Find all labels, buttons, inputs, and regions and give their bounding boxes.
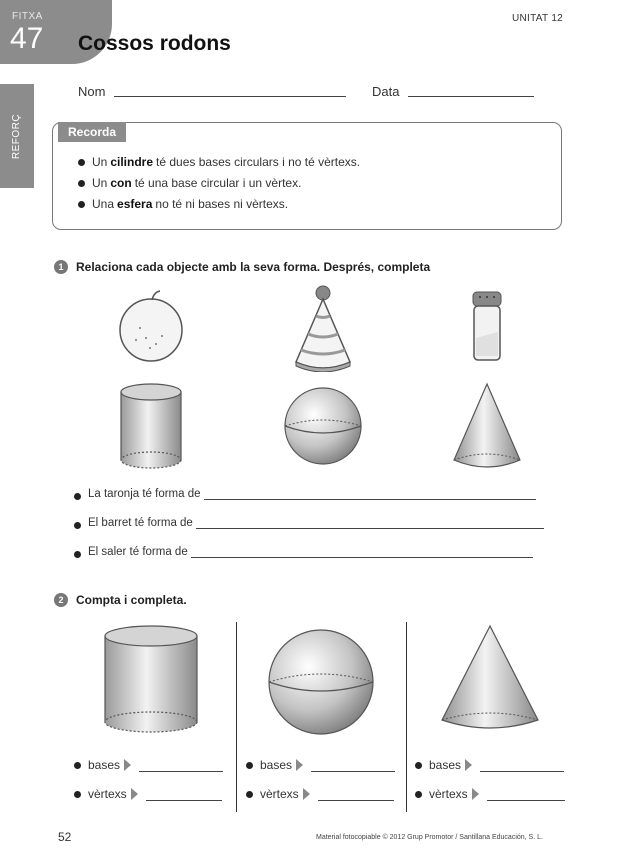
exercise-1-number: 1: [54, 260, 68, 274]
salt-shaker-icon[interactable]: [470, 290, 504, 364]
sphere-vertices: [246, 787, 394, 801]
cone-bases: [415, 758, 564, 772]
cylinder-vertices: [74, 787, 222, 801]
sentence-text: La taronja té forma de: [88, 488, 201, 500]
vertices-answer-field[interactable]: [487, 788, 565, 801]
bullet-icon: [74, 551, 81, 558]
vertices-answer-field[interactable]: [146, 788, 222, 801]
arrow-icon: [131, 788, 138, 800]
date-label: Data: [372, 84, 400, 99]
recorda-label: Recorda: [58, 122, 126, 142]
copyright-note: Material fotocopiable © 2012 Grup Promotor / Santillana Educación, S. L.: [316, 834, 543, 841]
rule-text: Un: [92, 176, 108, 190]
arrow-icon: [465, 759, 472, 771]
cone-icon[interactable]: [440, 624, 540, 736]
rule-text: no té ni bases ni vèrtexs.: [155, 197, 289, 211]
side-tab-label: REFORÇ: [11, 113, 23, 159]
sphere-icon[interactable]: [282, 386, 364, 466]
bases-answer-field[interactable]: [139, 759, 223, 772]
rule-sphere: [78, 197, 288, 211]
exercise-2-number: 2: [54, 593, 68, 607]
cylinder-icon[interactable]: [102, 624, 200, 736]
answer-field[interactable]: [204, 487, 536, 500]
date-field[interactable]: [408, 96, 534, 97]
bullet-icon: [74, 762, 81, 769]
column-divider: [406, 622, 407, 812]
cylinder-icon[interactable]: [118, 382, 184, 472]
sphere-icon[interactable]: [266, 628, 376, 736]
bullet-icon: [78, 159, 85, 166]
bullet-icon: [246, 762, 253, 769]
cone-icon[interactable]: [452, 382, 522, 472]
bullet-icon: [246, 791, 253, 798]
page-number: 52: [58, 830, 72, 844]
count-label: bases: [260, 758, 293, 772]
name-label: Nom: [78, 84, 106, 99]
sheet-number: 47: [10, 22, 44, 55]
arrow-icon: [296, 759, 303, 771]
exercise-1-instruction: Relaciona cada objecte amb la seva forma. Després, completa: [76, 260, 431, 274]
arrow-icon: [124, 759, 131, 771]
sheet-tab-label: FITXA: [12, 11, 43, 22]
bullet-icon: [74, 493, 81, 500]
rule-text: té dues bases circulars i no té vèrtexs.: [156, 155, 361, 169]
exercise-2-instruction: Compta i completa.: [76, 593, 187, 607]
bases-answer-field[interactable]: [311, 759, 395, 772]
rule-cone: [78, 176, 301, 190]
arrow-icon: [303, 788, 310, 800]
bullet-icon: [415, 791, 422, 798]
arrow-icon: [472, 788, 479, 800]
count-label: bases: [88, 758, 121, 772]
sentence-text: El saler té forma de: [88, 546, 188, 558]
answer-field[interactable]: [196, 516, 544, 529]
bullet-icon: [415, 762, 422, 769]
sphere-bases: [246, 758, 395, 772]
page-title: Cossos rodons: [78, 32, 231, 55]
name-field[interactable]: [114, 96, 346, 97]
unit-label: UNITAT 12: [512, 13, 564, 24]
cone-vertices: [415, 787, 565, 801]
bullet-icon: [78, 201, 85, 208]
answer-field[interactable]: [191, 545, 533, 558]
sentence-orange: [74, 487, 536, 500]
rule-text: té una base circular i un vèrtex.: [134, 176, 302, 190]
party-hat-icon[interactable]: [290, 284, 356, 372]
rule-text: Una: [92, 197, 115, 211]
rule-cylinder: [78, 155, 360, 169]
sentence-shaker: [74, 545, 533, 558]
column-divider: [236, 622, 237, 812]
cylinder-bases: [74, 758, 223, 772]
rule-text: Un: [92, 155, 108, 169]
rule-term: esfera: [117, 197, 153, 211]
sentence-text: El barret té forma de: [88, 517, 193, 529]
bases-answer-field[interactable]: [480, 759, 564, 772]
rule-term: cilindre: [110, 155, 154, 169]
bullet-icon: [74, 522, 81, 529]
count-label: vèrtexs: [429, 787, 468, 801]
sentence-hat: [74, 516, 544, 529]
side-tab: [0, 84, 34, 188]
bullet-icon: [74, 791, 81, 798]
count-label: vèrtexs: [88, 787, 127, 801]
bullet-icon: [78, 180, 85, 187]
vertices-answer-field[interactable]: [318, 788, 394, 801]
rule-term: con: [110, 176, 132, 190]
count-label: bases: [429, 758, 462, 772]
count-label: vèrtexs: [260, 787, 299, 801]
orange-icon[interactable]: [116, 288, 186, 364]
